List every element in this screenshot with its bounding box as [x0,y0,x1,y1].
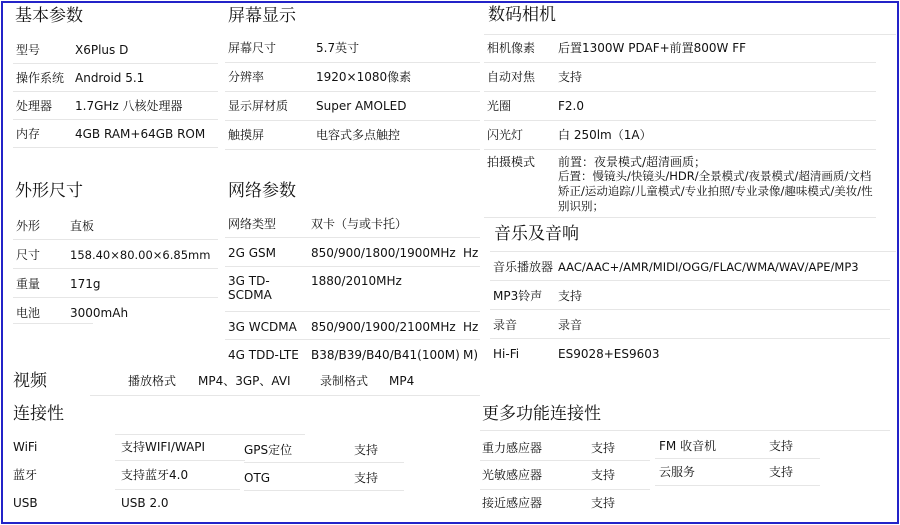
spec-key: 显示屏材质 [228,99,289,113]
spec-key: 拍摄模式 [487,155,536,169]
spec-key: Hi-Fi [493,347,520,361]
spec-value-front: 前置：夜景模式/超清画质； [558,155,707,169]
spec-value: 支持 [591,496,616,510]
spec-key: 光敏感应器 [482,468,543,482]
spec-value: AAC/AAC+/AMR/MIDI/OGG/FLAC/WMA/WAV/APE/MP3 [558,260,859,274]
spec-key: 录音 [493,318,518,332]
spec-value: 3000mAh [70,306,129,320]
spec-key: 音乐播放器 [493,260,554,274]
spec-key: 触摸屏 [228,128,265,142]
spec-row [225,267,480,312]
spec-value: 5.7英寸 [316,41,360,55]
spec-value: Android 5.1 [75,71,145,85]
section-title-network: 网络参数 [228,181,296,201]
spec-value: 电容式多点触控 [316,128,401,142]
spec-key: 操作系统 [16,71,65,85]
spec-key: 3G WCDMA [228,320,297,334]
spec-value: 支持 [354,443,379,457]
section-title-connectivity: 连接性 [13,404,64,424]
spec-row-shoot-mode [484,150,876,218]
spec-row [13,120,218,148]
spec-row [225,238,480,267]
spec-key: 3G TD-SCDMA [228,274,272,302]
divider [480,489,650,490]
video-record-format-value: MP4 [389,374,415,388]
section-title-size: 外形尺寸 [15,181,83,201]
spec-key: 屏幕尺寸 [228,41,277,55]
size-spec-table [13,211,218,326]
spec-value: 双卡（与或卡托） [311,217,408,231]
spec-value: Super AMOLED [316,99,407,113]
spec-row [225,340,480,366]
spec-key: MP3铃声 [493,289,543,303]
spec-key: 内存 [16,127,41,141]
divider [244,490,404,491]
divider [115,460,245,461]
divider [90,395,480,396]
divider [13,323,93,324]
section-title-basic: 基本参数 [15,6,83,26]
spec-row [484,121,876,150]
spec-value-rear: 后置：慢镜头/快镜头/HDR/全景模式/夜景模式/超清画质/文档矫正/运动追踪/儿童模式/专业拍照/专业录像/趣味模式/美妆/性别识别； [558,169,873,213]
spec-key: 重量 [16,277,41,291]
spec-value: 4GB RAM+64GB ROM [75,127,206,141]
basic-spec-table [13,36,218,148]
spec-key: 外形 [16,219,41,233]
spec-key: WiFi [13,440,38,454]
spec-row [225,92,480,121]
video-play-format-key: 播放格式 [128,374,177,388]
spec-key: 电池 [16,306,41,320]
spec-key: 重力感应器 [482,441,543,455]
spec-value: 171g [70,277,101,291]
spec-value: 支持 [558,289,583,303]
spec-key: OTG [244,471,271,485]
divider [115,489,240,490]
spec-value: 支持 [591,441,616,455]
spec-row [13,92,218,120]
spec-value: 白 250lm（1A） [558,128,652,142]
spec-value: F2.0 [558,99,584,113]
spec-key: 处理器 [16,99,53,113]
spec-value: 后置1300W PDAF+前置800W FF [558,41,747,55]
divider [115,434,305,435]
video-record-format-key: 录制格式 [320,374,369,388]
section-title-camera: 数码相机 [488,5,556,25]
spec-key: 蓝牙 [13,468,38,482]
spec-key: 网络类型 [228,217,277,231]
spec-row [13,240,218,269]
spec-key: 尺寸 [16,248,41,262]
spec-key: 4G TDD-LTE [228,348,299,362]
spec-value: 支持 [558,70,583,84]
spec-row [490,339,890,367]
spec-row [225,63,480,92]
spec-value: 支持 [769,439,794,453]
spec-value: 直板 [70,219,95,233]
divider [480,430,890,431]
spec-value: 1920×1080像素 [316,70,412,84]
spec-value: ES9028+ES9603 [558,347,660,361]
spec-key: 分辨率 [228,70,265,84]
spec-row [225,34,480,63]
spec-key: 型号 [16,43,41,57]
spec-key: USB [13,496,38,510]
camera-spec-table [484,35,876,218]
spec-row [13,269,218,298]
divider [655,458,820,459]
spec-key: GPS定位 [244,443,293,457]
spec-value: 支持蓝牙4.0 [121,468,189,482]
spec-value-tail: Hz [463,320,479,334]
spec-row [13,36,218,64]
spec-value: 录音 [558,318,583,332]
spec-value: 850/900/1800/1900MHz [311,246,456,260]
network-spec-table [225,210,480,366]
spec-value: USB 2.0 [121,496,169,510]
spec-value: B38/B39/B40/B41(100M) [311,348,460,362]
section-title-more-connectivity: 更多功能连接性 [482,404,601,424]
spec-key: 相机像素 [487,41,536,55]
spec-value: 支持 [769,465,794,479]
spec-key: 云服务 [659,465,696,479]
spec-row [13,298,218,326]
spec-key: FM 收音机 [659,439,717,453]
divider [244,462,404,463]
video-play-format-value: MP4、3GP、AVI [198,374,291,388]
spec-value: 支持 [354,471,379,485]
spec-key: 闪光灯 [487,128,524,142]
audio-spec-table [490,252,890,367]
spec-row [225,210,480,238]
spec-row [225,312,480,340]
spec-row [225,121,480,150]
spec-row [490,281,890,310]
spec-value: 1.7GHz 八核处理器 [75,99,183,113]
spec-row [484,35,876,63]
spec-value: 158.40×80.00×6.85mm [70,248,211,262]
spec-row [490,310,890,339]
section-title-screen: 屏幕显示 [228,6,296,26]
spec-value: 850/900/1900/2100MHz [311,320,456,334]
spec-row [13,64,218,92]
divider [480,460,650,461]
spec-row [484,92,876,121]
spec-key: 自动对焦 [487,70,536,84]
spec-key: 接近感应器 [482,496,543,510]
section-title-video: 视频 [13,371,47,391]
spec-value: 支持WIFI/WAPI [121,440,206,454]
spec-key: 光圈 [487,99,512,113]
spec-row [490,252,890,281]
spec-value: X6Plus D [75,43,129,57]
spec-value: 1880/2010MHz [311,274,402,288]
spec-row [484,63,876,92]
spec-value: 支持 [591,468,616,482]
spec-value-tail: M) [463,348,479,362]
section-title-audio: 音乐及音响 [494,224,579,244]
screen-spec-table [225,34,480,150]
spec-value-tail: Hz [463,246,479,260]
spec-row [13,211,218,240]
spec-key: 2G GSM [228,246,277,260]
divider [655,485,820,486]
